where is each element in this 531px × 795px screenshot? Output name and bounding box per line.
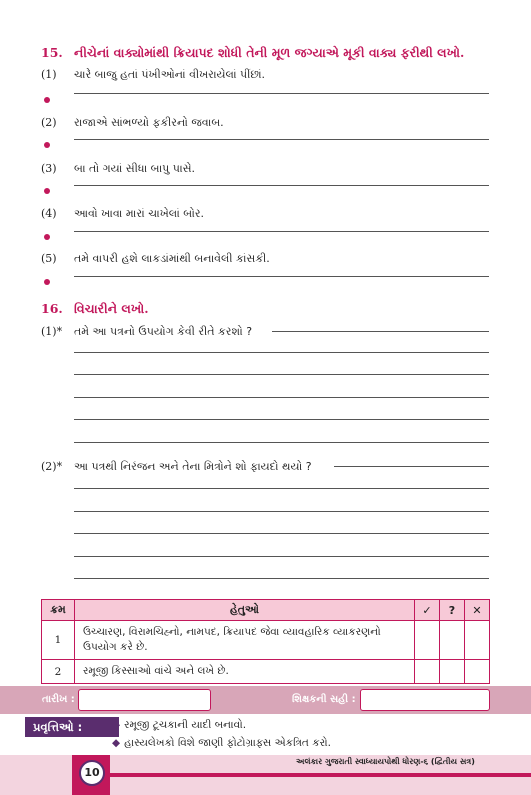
- column-header-sn: ક્રમ: [42, 600, 75, 621]
- answer-line[interactable]: [74, 139, 489, 140]
- answer-line[interactable]: [74, 276, 489, 277]
- tick-icon: ✓: [415, 600, 440, 621]
- answer-line[interactable]: [74, 488, 489, 489]
- question-title: વિચારીને લખો.: [74, 301, 149, 316]
- question-cell[interactable]: [440, 660, 465, 684]
- diamond-bullet-icon: ◆: [112, 719, 121, 731]
- footer-rule: [75, 773, 531, 777]
- self-assessment-table: [41, 599, 490, 684]
- activities-label: પ્રવૃત્તિઓ :: [25, 717, 119, 737]
- bullet-icon: [44, 142, 50, 148]
- cross-icon: ✕: [465, 600, 490, 621]
- page-number: 10: [79, 760, 105, 786]
- answer-line[interactable]: [74, 397, 489, 398]
- bullet-icon: [44, 97, 50, 103]
- teacher-sign-label: શિક્ષકની સહી :: [292, 694, 356, 705]
- answer-line[interactable]: [74, 374, 489, 375]
- question-number: 16.: [41, 301, 63, 316]
- row-number: 2: [42, 660, 75, 684]
- question-icon: ?: [440, 600, 465, 621]
- q15-item-4: (4) આવો ખાવા મારાં ચાખેલાં બોર.: [41, 207, 205, 220]
- answer-line[interactable]: [74, 442, 489, 443]
- answer-line[interactable]: [74, 231, 489, 232]
- answer-line[interactable]: [74, 511, 489, 512]
- book-title: અલંકાર ગુજરાતી સ્વાધ્યાયપોથી ધોરણ-૬ (દ્વિતીય સત્ર): [296, 757, 475, 766]
- q16-item-2: (2)* આ પત્રથી નિરંજન અને તેના મિત્રોને શો ફાયદો થયો ?: [41, 460, 312, 473]
- answer-line[interactable]: [74, 185, 489, 186]
- table-row: [42, 660, 490, 684]
- question-15-heading: [41, 45, 464, 61]
- cross-cell[interactable]: [465, 621, 490, 660]
- answer-line[interactable]: [74, 556, 489, 557]
- row-text: ઉચ્ચારણ, વિરામચિહ્નો, નામપદ, ક્રિયાપદ જેવા વ્યાવહારિક વ્યાકરણનો ઉપયોગ કરે છે.: [75, 621, 415, 660]
- answer-line[interactable]: [74, 419, 489, 420]
- q15-item-5: (5) તમે વાપરી હશે લાકડાંમાંથી બનાવેલી કાંસકી.: [41, 252, 270, 265]
- q15-item-2: (2) રાજાએ સાંભળ્યો ફકીરનો જવાબ.: [41, 116, 224, 129]
- answer-line[interactable]: [74, 533, 489, 534]
- activity-item: ◆ રમૂજી ટૂચકાની યાદી બનાવો.: [112, 719, 247, 731]
- answer-line[interactable]: [74, 352, 489, 353]
- answer-line[interactable]: [272, 331, 489, 332]
- teacher-sign-field[interactable]: [360, 689, 490, 711]
- table-row: [42, 621, 490, 660]
- diamond-bullet-icon: ◆: [112, 737, 121, 749]
- question-16-heading: [41, 301, 149, 317]
- answer-line[interactable]: [334, 466, 489, 467]
- date-label: તારીખ :: [42, 694, 75, 705]
- column-header-purpose: હેતુઓ: [75, 600, 415, 621]
- question-number: 15.: [41, 45, 63, 60]
- q15-item-1: (1) ચારે બાજુ હતાં પંખીઓનાં વીખરાયેલાં પીંછાં.: [41, 68, 266, 81]
- activity-item: ◆ હાસ્યલેખકો વિશે જાણી ફોટોગ્રાફ્સ એકત્રિત કરો.: [112, 737, 332, 749]
- q15-item-3: (3) બા તો ગયાં સીધા બાપુ પાસે.: [41, 162, 196, 175]
- table-header-row: [42, 600, 490, 621]
- date-field[interactable]: [78, 689, 211, 711]
- bullet-icon: [44, 234, 50, 240]
- q16-item-1: (1)* તમે આ પત્રનો ઉપયોગ કેવી રીતે કરશો ?: [41, 325, 253, 338]
- question-cell[interactable]: [440, 621, 465, 660]
- bullet-icon: [44, 279, 50, 285]
- question-title: નીચેનાં વાક્યોમાંથી ક્રિયાપદ શોધી તેની મૂળ જગ્યાએ મૂકી વાક્ય ફરીથી લખો.: [74, 45, 465, 60]
- tick-cell[interactable]: [415, 621, 440, 660]
- answer-line[interactable]: [74, 93, 489, 94]
- answer-line[interactable]: [74, 578, 489, 579]
- tick-cell[interactable]: [415, 660, 440, 684]
- row-text: રમૂજી કિસ્સાઓ વાંચે અને લખે છે.: [75, 660, 415, 684]
- cross-cell[interactable]: [465, 660, 490, 684]
- bullet-icon: [44, 188, 50, 194]
- row-number: 1: [42, 621, 75, 660]
